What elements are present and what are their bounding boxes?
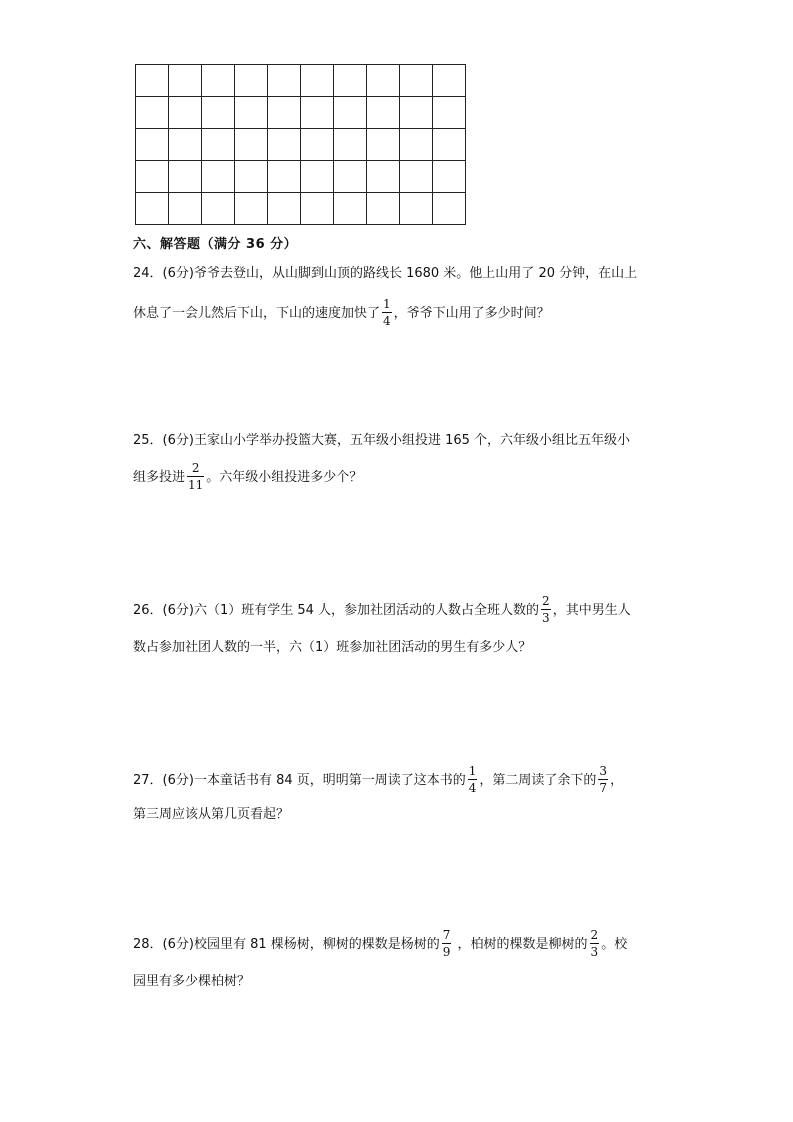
grid-cell [169,97,202,129]
q26-fraction [541,595,551,624]
q24-fraction [382,298,392,327]
grid-cell [433,129,466,161]
q25-line1: 25．(6分)王家山小学举办投篮大赛，五年级小组投进 165 个，六年级小组比五年级小 [133,433,631,448]
fraction-denominator: 3 [590,945,599,959]
q27-fraction-1 [468,765,478,794]
grid-row [136,129,466,161]
grid-row [136,97,466,129]
fraction-numerator: 7 [442,928,451,942]
section-title: 六、解答题（满分 36 分） [133,237,298,252]
grid-cell [235,65,268,97]
grid-cell [433,97,466,129]
grid-cell [400,129,433,161]
grid-cell [334,193,367,225]
grid-row [136,161,466,193]
grid-cell [268,193,301,225]
q25-text-a: 组多投进 [133,470,186,485]
q28-fraction-2 [590,929,600,958]
q26-text-b: ，其中男生人 [552,603,631,618]
grid-cell [301,97,334,129]
q27-line2: 第三周应该从第几页看起？ [133,807,290,822]
q24-text-b: ，爷爷下山用了多少时间？ [393,306,550,321]
q28-text-b: ，柏树的棵数是柳树的 [453,937,588,952]
grid-cell [400,193,433,225]
fraction-numerator: 2 [590,928,599,942]
grid-cell [367,65,400,97]
fraction-denominator: 9 [442,945,451,959]
fraction-numerator: 2 [542,594,550,608]
grid-cell [400,97,433,129]
writing-grid [135,64,466,225]
grid-cell [367,129,400,161]
q28-fraction-1 [442,929,452,958]
q26-line1 [133,596,631,625]
grid-cell [202,97,235,129]
q28-line2: 园里有多少棵柏树？ [133,974,251,989]
grid-cell [136,193,169,225]
q26-text-a: 26．(6分)六（1）班有学生 54 人，参加社团活动的人数占全班人数的 [133,603,540,618]
grid-cell [301,65,334,97]
grid-cell [334,129,367,161]
grid-cell [334,161,367,193]
grid-cell [136,65,169,97]
q24-text-a: 休息了一会儿然后下山，下山的速度加快了 [133,306,381,321]
grid-cell [433,161,466,193]
grid-cell [367,97,400,129]
grid-cell [202,65,235,97]
q27-text-c: ， [610,773,624,788]
grid-cell [334,65,367,97]
grid-cell [169,65,202,97]
fraction-denominator: 7 [599,781,608,795]
grid-cell [433,65,466,97]
grid-cell [268,97,301,129]
fraction-denominator: 11 [188,478,204,492]
grid-cell [202,161,235,193]
q28-text-a: 28．(6分)校园里有 81 棵杨树，柳树的棵数是杨树的 [133,937,440,952]
fraction-numerator: 3 [599,764,608,778]
grid-cell [202,129,235,161]
grid-cell [400,161,433,193]
grid-row [136,193,466,225]
q25-fraction [187,462,204,491]
grid-cell [334,97,367,129]
q27-fraction-2 [598,765,608,794]
grid-cell [400,65,433,97]
q25-text-b: 。六年级小组投进多少个？ [206,470,363,485]
grid-cell [202,193,235,225]
grid-cell [136,97,169,129]
grid-cell [235,129,268,161]
grid-cell [367,193,400,225]
q28-text-c: 。校 [601,937,628,952]
grid-cell [169,161,202,193]
grid-cell [268,161,301,193]
q27-text-b: ，第二周读了余下的 [479,773,597,788]
grid-cell [301,129,334,161]
q28-line1 [133,930,627,959]
grid-row [136,65,466,97]
fraction-denominator: 3 [542,611,550,625]
fraction-numerator: 1 [468,764,477,778]
grid-cell [433,193,466,225]
q27-text-a: 27．(6分)一本童话书有 84 页，明明第一周读了这本书的 [133,773,466,788]
q24-line2 [133,299,550,328]
q24-line1: 24．(6分)爷爷去登山，从山脚到山顶的路线长 1680 米。他上山用了 20 分钟，在山上 [133,266,638,281]
fraction-denominator: 4 [468,781,477,795]
grid-cell [235,161,268,193]
grid-cell [301,193,334,225]
grid-cell [235,193,268,225]
grid-cell [235,97,268,129]
grid-cell [268,65,301,97]
grid-cell [367,161,400,193]
fraction-numerator: 2 [187,462,204,477]
fraction-denominator: 4 [383,314,391,328]
grid-cell [169,193,202,225]
q25-line2 [133,463,362,492]
grid-cell [268,129,301,161]
grid-cell [136,161,169,193]
q27-line1 [133,766,623,795]
grid-cell [301,161,334,193]
grid-cell [136,129,169,161]
q26-line2: 数占参加社团人数的一半，六（1）班参加社团活动的男生有多少人？ [133,640,532,655]
fraction-numerator: 1 [383,297,391,311]
grid-cell [169,129,202,161]
